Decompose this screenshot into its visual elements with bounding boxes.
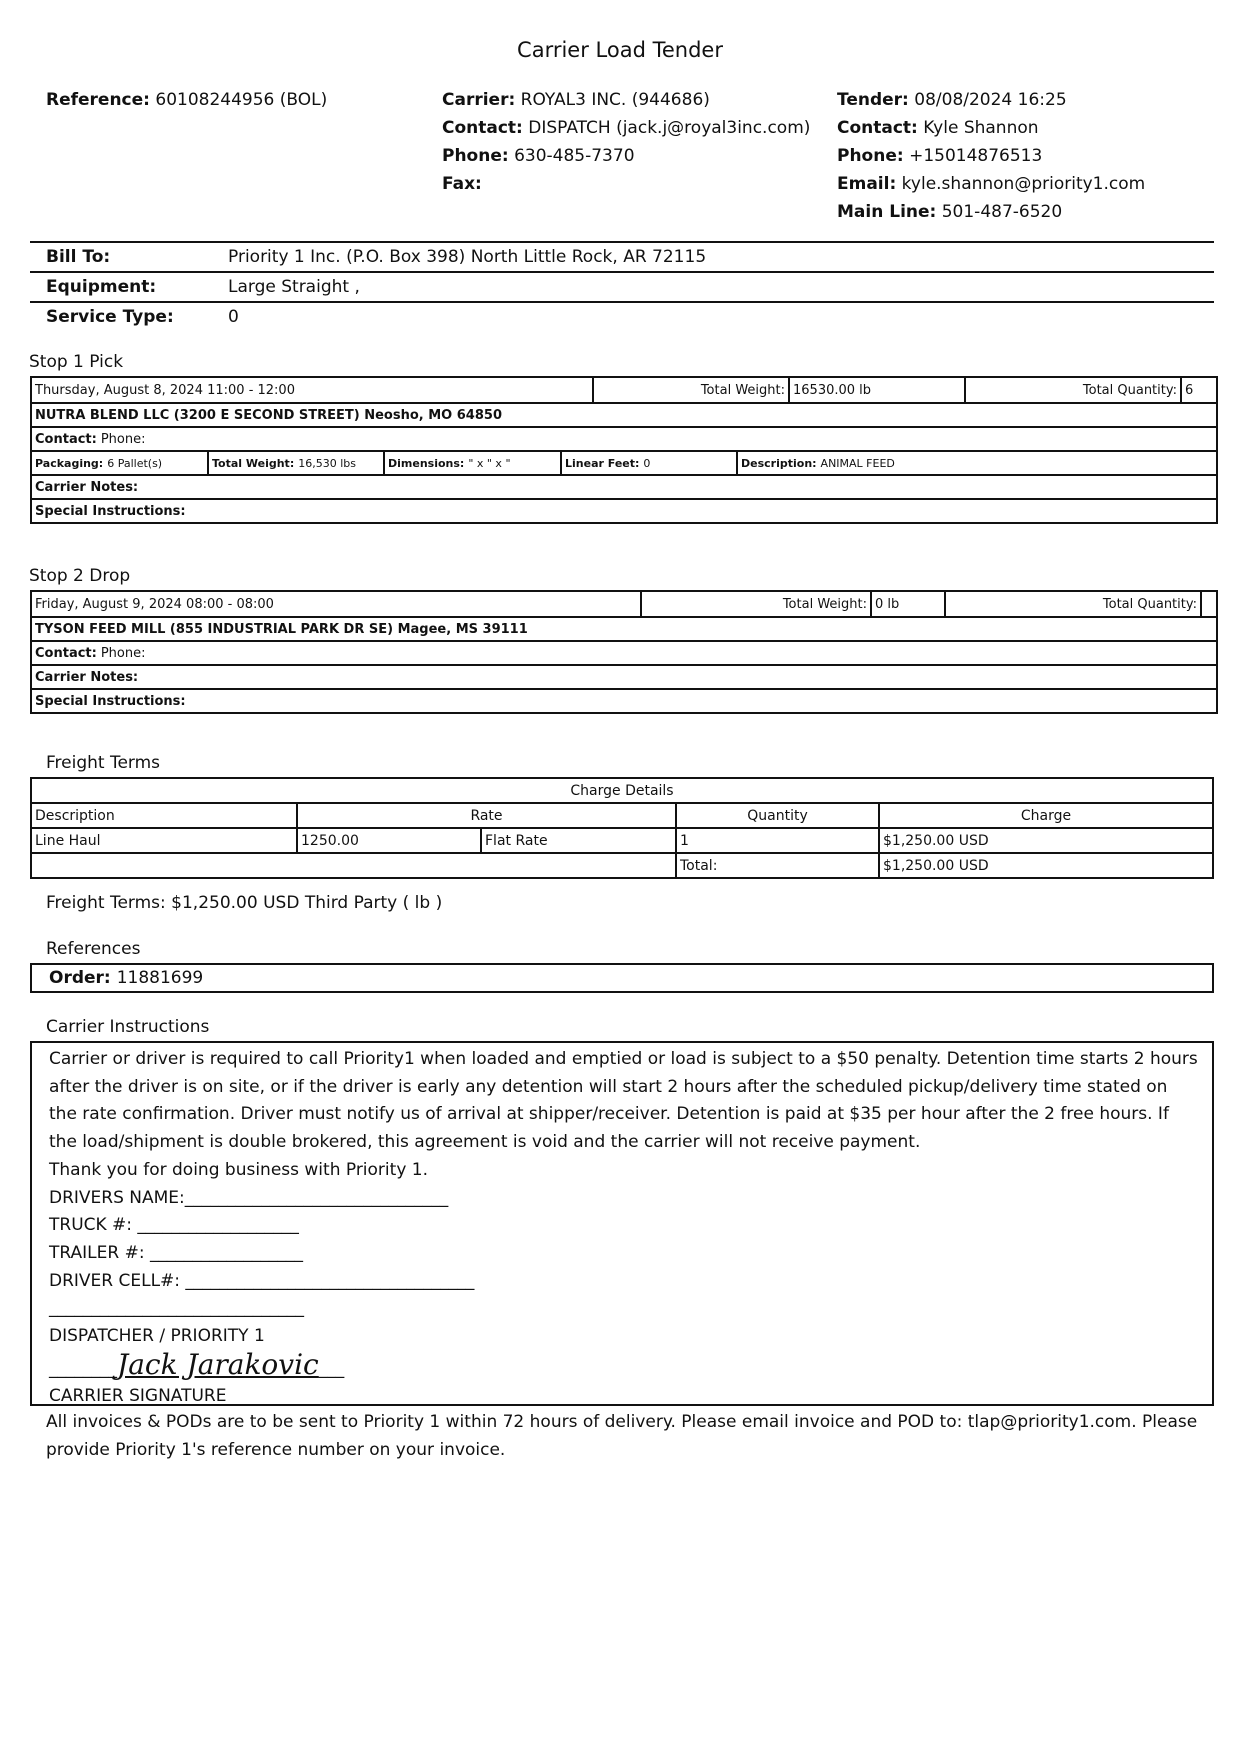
freight-terms-summary: Freight Terms: $1,250.00 USD Third Party ( lb ) <box>46 893 443 913</box>
bill-to-value: Priority 1 Inc. (P.O. Box 398) North Little Rock, AR 72115 <box>228 242 1214 272</box>
carrier-phone-label: Phone: <box>442 146 509 166</box>
instructions-thanks: Thank you for doing business with Priority 1. <box>49 1159 428 1180</box>
stop1-special-instructions-row <box>32 498 1216 522</box>
charge-header-row <box>31 803 1213 828</box>
stop2-box <box>30 590 1218 714</box>
charge-line-row <box>31 828 1213 853</box>
stop1-total-weight-label: Total Weight: <box>592 378 788 402</box>
stop2-location: TYSON FEED MILL (855 INDUSTRIAL PARK DR SE) Magee, MS 39111 <box>35 621 528 637</box>
stop2-total-quantity-label: Total Quantity: <box>944 592 1200 616</box>
stop2-label: Stop 2 Drop <box>29 566 131 586</box>
stop1-total-weight-value: 16530.00 lb <box>788 378 964 402</box>
reference-label: Reference: <box>46 90 150 110</box>
stop1-weight-label: Total Weight: <box>212 456 295 470</box>
tender-line <box>837 86 1145 114</box>
stop1-packaging-value: 6 Pallet(s) <box>107 456 163 470</box>
carrier-contact-label: Contact: <box>442 118 523 138</box>
instructions-paragraph: Carrier or driver is required to call Priority1 when loaded and emptied or load is subject to a $50 penalty. Detention time starts 2 hours after the driver is on site, or if the driver is early any detention will start 2 hours after the scheduled pickup/delivery time stated on the rate confirmation. Driver must notify us of arrival at shipper/receiver. Detention is paid at $35 per hour after the 2 free hours. If the load/shipment is double brokered, this agreement is void and the carrier will not receive payment. <box>49 1049 1198 1153</box>
charge-total-row <box>31 853 1213 878</box>
truck-line: TRUCK #: ___________________ <box>49 1215 299 1236</box>
stop1-phone-label: Phone: <box>100 431 146 447</box>
footer-note: All invoices & PODs are to be sent to Priority 1 within 72 hours of delivery. Please email invoice and POD to: tlap@priority1.com. Please provide Priority 1's reference number on your invoice. <box>46 1412 1198 1460</box>
stop1-carrier-notes-label: Carrier Notes: <box>35 479 139 495</box>
carrier-phone-line <box>442 142 810 170</box>
carrier-contact-value: DISPATCH (jack.j@royal3inc.com) <box>528 118 811 138</box>
carrier-fax-line <box>442 170 810 198</box>
bill-to-row <box>30 242 1214 272</box>
tender-mainline-label: Main Line: <box>837 202 937 222</box>
stop1-linear-feet-label: Linear Feet: <box>565 456 640 470</box>
tender-value: 08/08/2024 16:25 <box>914 90 1067 110</box>
tender-email-label: Email: <box>837 174 897 194</box>
stop2-datetime-row <box>32 592 1216 616</box>
service-type-label: Service Type: <box>46 307 174 327</box>
stop2-location-row <box>32 616 1216 640</box>
stop1-datetime: Thursday, August 8, 2024 11:00 - 12:00 <box>35 382 295 398</box>
stop1-label: Stop 1 Pick <box>29 352 124 372</box>
stop2-contact-label: Contact: <box>35 645 97 661</box>
charge-details-table <box>30 777 1214 879</box>
driver-cell-line: DRIVER CELL#: __________________________________ <box>49 1270 475 1291</box>
stop1-contact-label: Contact: <box>35 431 97 447</box>
carrier-phone-value: 630-485-7370 <box>514 146 635 166</box>
tender-label: Tender: <box>837 90 909 110</box>
references-label: References <box>46 939 141 959</box>
tender-email-value: kyle.shannon@priority1.com <box>901 174 1146 194</box>
signature-prefix: ________ <box>49 1358 117 1379</box>
carrier-column <box>442 86 810 198</box>
carrier-signature-line <box>49 1347 1198 1384</box>
stop1-linear-feet-cell <box>560 452 736 474</box>
stop1-box <box>30 376 1218 524</box>
line-charge: $1,250.00 USD <box>879 828 1213 853</box>
total-spacer <box>31 853 676 878</box>
carrier-signature: Jack Jarakovic <box>117 1347 319 1381</box>
carrier-signature-label: CARRIER SIGNATURE <box>49 1386 227 1407</box>
stop1-carrier-notes-row <box>32 474 1216 498</box>
equipment-value: Large Straight , <box>228 272 1214 302</box>
stop2-total-quantity-value <box>1200 592 1216 616</box>
charge-details-title-row <box>31 778 1213 803</box>
dispatcher-label: DISPATCHER / PRIORITY 1 <box>49 1326 265 1347</box>
stop1-total-quantity-value: 6 <box>1180 378 1216 402</box>
stop2-carrier-notes-row <box>32 664 1216 688</box>
reference-line <box>46 86 327 114</box>
tender-email-line <box>837 170 1145 198</box>
billing-table <box>30 241 1214 331</box>
reference-value: 60108244956 (BOL) <box>155 90 328 110</box>
tender-contact-line <box>837 114 1145 142</box>
stop2-total-weight-value: 0 lb <box>870 592 944 616</box>
line-quantity: 1 <box>676 828 879 853</box>
tender-mainline-value: 501-487-6520 <box>941 202 1063 222</box>
stop2-carrier-notes-label: Carrier Notes: <box>35 669 139 685</box>
service-type-value: 0 <box>228 307 239 327</box>
carrier-line <box>442 86 810 114</box>
stop2-special-instructions-row <box>32 688 1216 712</box>
stop2-special-instructions-label: Special Instructions: <box>35 693 186 709</box>
stop1-location-row <box>32 402 1216 426</box>
tender-phone-line <box>837 142 1145 170</box>
stop1-linear-feet-value: 0 <box>643 456 651 470</box>
bill-to-label: Bill To: <box>30 242 228 272</box>
stop2-total-weight-label: Total Weight: <box>640 592 870 616</box>
document-title: Carrier Load Tender <box>517 38 723 62</box>
stop2-datetime: Friday, August 9, 2024 08:00 - 08:00 <box>35 596 274 612</box>
stop1-weight-value: 16,530 lbs <box>298 456 356 470</box>
header-quantity: Quantity <box>676 803 879 828</box>
line-description: Line Haul <box>31 828 297 853</box>
charge-details-title: Charge Details <box>31 778 1213 803</box>
freight-terms-label: Freight Terms <box>46 753 161 773</box>
stop2-contact-row <box>32 640 1216 664</box>
service-type-row <box>30 302 1214 331</box>
carrier-instructions-box <box>30 1041 1214 1406</box>
stop1-total-quantity-label: Total Quantity: <box>964 378 1180 402</box>
stop1-datetime-row <box>32 378 1216 402</box>
dispatcher-signature-line: ______________________________ <box>49 1298 304 1319</box>
stop1-location: NUTRA BLEND LLC (3200 E SECOND STREET) Neosho, MO 64850 <box>35 407 502 423</box>
tender-column <box>837 86 1145 226</box>
tender-contact-value: Kyle Shannon <box>923 118 1039 138</box>
order-label: Order: <box>49 968 111 988</box>
reference-column <box>46 86 327 114</box>
signature-suffix: ___ <box>318 1358 345 1379</box>
stop1-packaging-cell <box>32 452 207 474</box>
carrier-label: Carrier: <box>442 90 516 110</box>
carrier-value: ROYAL3 INC. (944686) <box>520 90 710 110</box>
stop1-contact-row <box>32 426 1216 450</box>
order-value: 11881699 <box>116 968 204 988</box>
drivers-name-line: DRIVERS NAME:_______________________________ <box>49 1187 449 1208</box>
stop1-dimensions-label: Dimensions: <box>388 456 465 470</box>
tender-phone-label: Phone: <box>837 146 904 166</box>
stop1-dimensions-value: " x " x " <box>468 456 511 470</box>
trailer-line: TRAILER #: __________________ <box>49 1242 303 1263</box>
line-rate: 1250.00 <box>297 828 481 853</box>
stop1-description-cell <box>736 452 1216 474</box>
stop1-weight-cell <box>207 452 383 474</box>
equipment-label: Equipment: <box>30 272 228 302</box>
tender-contact-label: Contact: <box>837 118 918 138</box>
stop1-description-value: ANIMAL FEED <box>820 456 895 470</box>
header-rate: Rate <box>297 803 676 828</box>
tender-mainline-line <box>837 198 1145 226</box>
header-description: Description <box>31 803 297 828</box>
stop1-special-instructions-label: Special Instructions: <box>35 503 186 519</box>
equipment-row <box>30 272 1214 302</box>
total-label: Total: <box>676 853 879 878</box>
references-box <box>30 963 1214 993</box>
tender-phone-value: +15014876513 <box>909 146 1043 166</box>
line-rate-type: Flat Rate <box>481 828 676 853</box>
carrier-fax-label: Fax: <box>442 174 482 194</box>
total-value: $1,250.00 USD <box>879 853 1213 878</box>
stop1-packaging-label: Packaging: <box>35 456 104 470</box>
carrier-contact-line <box>442 114 810 142</box>
header-charge: Charge <box>879 803 1213 828</box>
stop1-details-row <box>32 450 1216 474</box>
carrier-instructions-label: Carrier Instructions <box>46 1017 210 1037</box>
stop1-dimensions-cell <box>383 452 560 474</box>
stop2-phone-label: Phone: <box>100 645 146 661</box>
stop1-description-label: Description: <box>741 456 817 470</box>
